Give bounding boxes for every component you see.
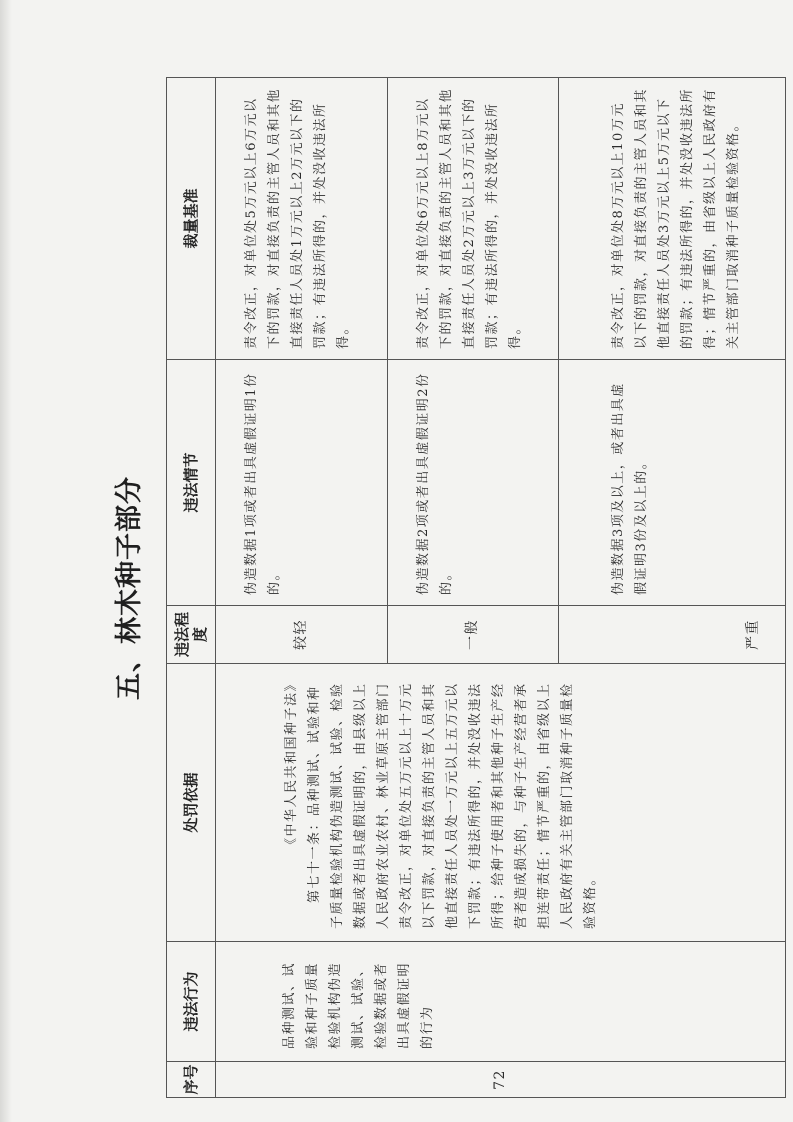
- table-header-row: [167, 78, 216, 1098]
- degree-level-3: 严重: [559, 606, 786, 664]
- standard-level-3: 责令改正，对单位处8万元以上10万元以下的罚款，对直接负责的主管人员和其他直接责任人员处3万元以上5万元以下的罚款；有违法所得的，并处没收违法所得；情节严重的，由省级以上人民政府有关主管部门取消种子质量检验资格。: [559, 78, 786, 360]
- row-number: 72: [216, 1062, 786, 1098]
- penalty-table: [166, 77, 786, 1098]
- detail-level-2: 伪造数据2项或者出具虚假证明2份的。: [387, 360, 559, 606]
- section-title: 五、林木种子部分: [113, 476, 145, 700]
- header-detail: 违法情节: [167, 360, 216, 606]
- basis-law-name: 《中华人民共和国种子法》: [284, 676, 299, 851]
- violation-act: 品种测试、试验和种子质量检验机构伪造测试、试验、检验数据或者出具虚假证明的行为: [216, 942, 786, 1062]
- degree-level-2: 一般: [387, 606, 559, 664]
- degree-level-1: 较轻: [216, 606, 388, 664]
- scan-edge: [0, 0, 12, 1122]
- header-basis: 处罚依据: [167, 664, 216, 942]
- detail-level-1: 伪造数据1项或者出具虚假证明1份的。: [216, 360, 388, 606]
- basis-article-text: 第七十一条：品种测试、试验和种子质量检验机构伪造测试、试验、检验数据或者出具虚假证明的，由县级以上人民政府农业农村、林业草原主管部门责令改正，对单位处五万元以上十万元以下罚款，对直接负责的主管人员和其他直接责任人员处一万元以上五万元以下罚款；有违法所得的，并处没收违法所得；给种子使用者和其他种子生产经营者造成损失的，与种子生产经营者承担连带责任；情节严重的，由省级以上人民政府有关主管部门取消种子质量检验资格。: [307, 682, 598, 929]
- header-num: 序号: [167, 1062, 216, 1098]
- penalty-basis: [216, 664, 786, 942]
- standard-level-1: 责令改正，对单位处5万元以上6万元以下的罚款，对直接负责的主管人员和其他直接责任人员处1万元以上2万元以下的罚款；有违法所得的，并处没收违法所得。: [216, 78, 388, 360]
- header-act: 违法行为: [167, 942, 216, 1062]
- detail-level-3: 伪造数据3项及以上，或者出具虚假证明3份及以上的。: [559, 360, 786, 606]
- header-degree: 违法程度: [167, 606, 216, 664]
- standard-level-2: 责令改正，对单位处6万元以上8万元以下的罚款，对直接负责的主管人员和其他直接责任人员处2万元以上3万元以下的罚款；有违法所得的，并处没收违法所得。: [387, 78, 559, 360]
- table-row-level-1: [216, 78, 388, 1098]
- header-standard: 裁量基准: [167, 78, 216, 360]
- rotated-page: [86, 78, 786, 1098]
